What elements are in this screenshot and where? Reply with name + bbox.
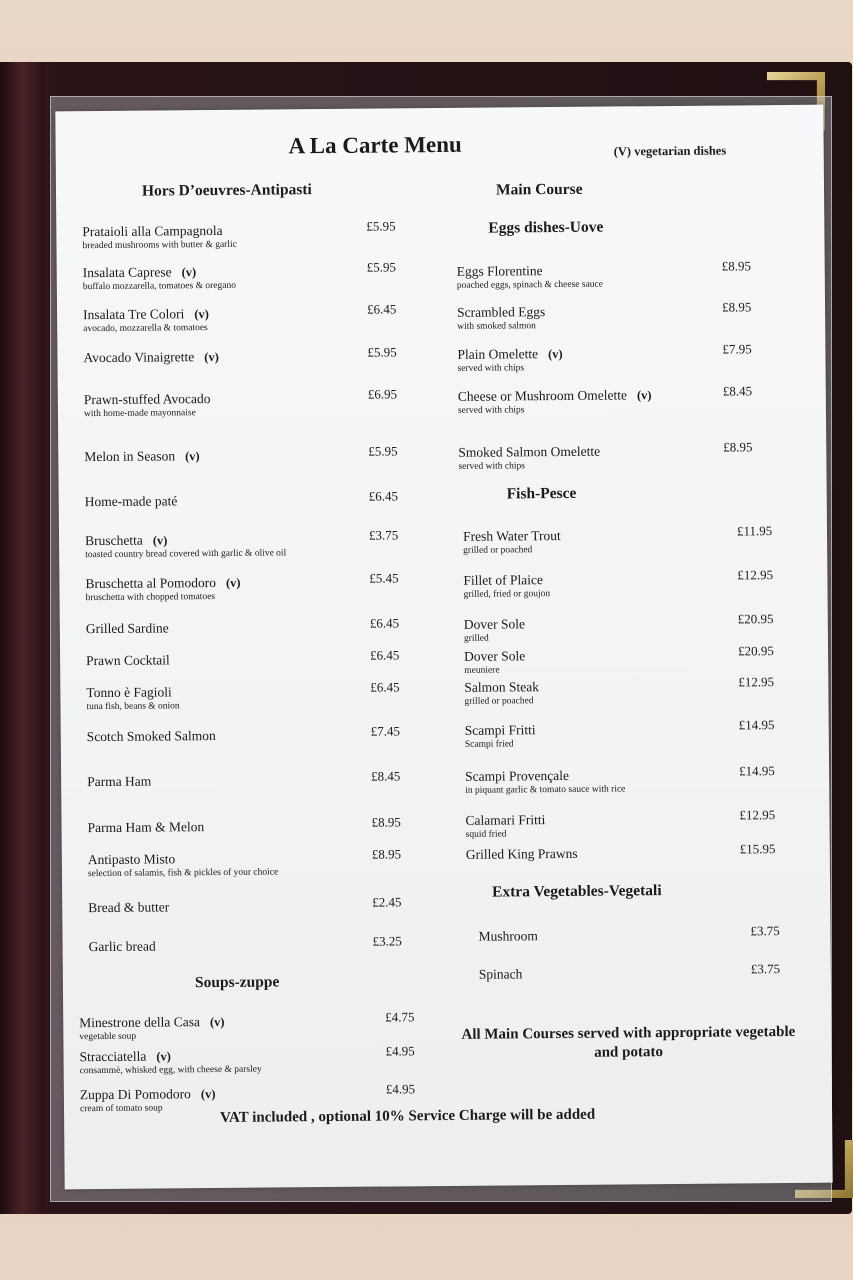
antipasti-item — [87, 818, 204, 837]
fish-item — [466, 845, 578, 864]
item-name: Melon in Season — [84, 448, 176, 465]
item-description: served with chips — [457, 363, 525, 374]
item-price: £6.45 — [370, 647, 400, 663]
item-price: £3.75 — [368, 527, 399, 543]
vegetarian-mark: (v) — [209, 1014, 225, 1030]
item-price: £6.45 — [366, 301, 397, 317]
vegetable-item — [479, 965, 523, 983]
item-price: £5.45 — [369, 570, 399, 586]
antipasti-item — [87, 727, 216, 746]
item-price: £7.95 — [722, 341, 752, 357]
item-description: breaded mushrooms with butter & garlic — [82, 239, 237, 252]
item-price: £3.25 — [372, 933, 402, 949]
antipasti-item — [85, 574, 240, 603]
item-price: £3.75 — [750, 961, 781, 977]
item-name: Stracciatella — [79, 1048, 147, 1065]
item-description: with home-made mayonnaise — [83, 408, 196, 420]
item-description: grilled or poached — [464, 696, 534, 707]
item-price: £12.95 — [737, 567, 774, 583]
item-name: Home-made paté — [84, 493, 178, 510]
item-price: £2.45 — [372, 894, 402, 910]
item-name: Tonno è Fagioli — [86, 684, 172, 701]
antipasti-item — [86, 683, 179, 712]
vegetables-heading: Extra Vegetables-Vegetali — [492, 882, 662, 901]
item-name: Bruschetta al Pomodoro — [85, 574, 216, 592]
item-price: £4.75 — [385, 1009, 415, 1025]
item-price: £12.95 — [738, 674, 775, 690]
item-name: Dover Sole — [464, 648, 526, 664]
antipasti-item — [83, 348, 219, 367]
item-description: Scampi fried — [464, 739, 514, 750]
item-name: Garlic bread — [88, 938, 156, 955]
vegetarian-mark: (v) — [181, 265, 197, 280]
item-description: bruschetta with chopped tomatoes — [85, 591, 216, 604]
soups-heading: Soups-zuppe — [194, 973, 280, 992]
item-name: Bread & butter — [88, 899, 170, 916]
item-description: cream of tomato soup — [79, 1103, 163, 1115]
item-price: £8.95 — [371, 814, 401, 830]
item-price: £8.95 — [721, 258, 752, 274]
antipasti-item — [85, 492, 178, 511]
item-name: Spinach — [478, 966, 523, 982]
item-name: Smoked Salmon Omelette — [458, 443, 601, 460]
item-name: Insalata Tre Colori — [83, 306, 185, 323]
item-price: £3.75 — [750, 923, 780, 939]
vegetarian-mark: (v) — [185, 449, 200, 464]
item-name: Fillet of Plaice — [463, 572, 543, 588]
footer-note: VAT included , optional 10% Service Charge will be added — [220, 1106, 596, 1126]
item-price: £15.95 — [739, 841, 776, 857]
item-name: Calamari Fritti — [465, 812, 546, 828]
item-description: grilled — [463, 633, 489, 644]
item-description: served with chips — [458, 461, 525, 472]
antipasti-item — [88, 849, 278, 879]
item-price: £7.45 — [370, 723, 401, 739]
item-description: tuna fish, beans & onion — [86, 701, 180, 713]
vegetarian-mark: (v) — [636, 388, 652, 403]
item-price: £8.95 — [721, 299, 752, 315]
vegetarian-mark: (v) — [225, 575, 241, 590]
vegetarian-mark: (v) — [194, 307, 209, 322]
item-description: grilled or poached — [463, 545, 533, 556]
antipasti-item — [87, 773, 151, 792]
item-description: avocado, mozzarella & tomatoes — [83, 323, 208, 335]
item-name: Cheese or Mushroom Omelette — [457, 387, 627, 404]
item-price: £4.95 — [385, 1081, 416, 1097]
vegetarian-mark: (v) — [156, 1049, 171, 1064]
item-price: £11.95 — [736, 523, 773, 539]
item-name: Prawn Cocktail — [86, 652, 170, 669]
antipasti-item — [86, 651, 170, 670]
item-description: consammè, whisked egg, with cheese & parsley — [79, 1064, 262, 1077]
antipasti-item — [82, 222, 237, 251]
item-name: Parma Ham & Melon — [87, 819, 205, 836]
item-description: toasted country bread covered with garlic & olive oil — [85, 548, 287, 561]
item-name: Zuppa Di Pomodoro — [79, 1086, 191, 1103]
item-name: Scotch Smoked Salmon — [86, 727, 216, 745]
item-description: meuniere — [464, 665, 500, 676]
fish-item — [465, 811, 545, 840]
item-price: £6.45 — [369, 615, 400, 631]
item-name: Dover Sole — [463, 616, 525, 632]
menu-title: A La Carte Menu — [288, 131, 462, 159]
vegetarian-mark: (v) — [200, 1087, 216, 1102]
antipasti-item — [89, 938, 156, 957]
item-name: Insalata Caprese — [82, 264, 172, 281]
item-description: with smoked salmon — [457, 321, 536, 332]
item-price: £20.95 — [737, 643, 774, 659]
item-description: grilled, fried or goujon — [463, 589, 551, 600]
item-price: £5.95 — [366, 259, 396, 275]
soup-item — [79, 1047, 261, 1077]
item-price: £4.95 — [385, 1043, 415, 1059]
item-description: served with chips — [457, 405, 525, 416]
item-name: Prataioli alla Campagnola — [82, 222, 223, 240]
item-name: Prawn-stuffed Avocado — [83, 391, 211, 408]
fish-item — [464, 678, 539, 707]
item-description: buffalo mozzarella, tomatoes & oregano — [82, 280, 236, 293]
antipasti-item — [83, 263, 236, 292]
soup-item — [80, 1085, 216, 1114]
fish-item — [464, 615, 525, 644]
eggs-heading: Eggs dishes-Uove — [488, 218, 604, 237]
fish-item — [465, 766, 625, 795]
item-price: £14.95 — [739, 763, 775, 779]
antipasti-item — [88, 898, 169, 917]
item-price: £14.95 — [738, 717, 775, 733]
fish-heading: Fish-Pesce — [506, 484, 577, 503]
antipasti-item — [86, 619, 169, 638]
item-price: £5.95 — [367, 344, 397, 360]
item-price: £6.45 — [368, 488, 398, 504]
item-price: £5.95 — [368, 443, 398, 459]
item-name: Plain Omelette — [457, 346, 539, 362]
item-name: Scrambled Eggs — [457, 304, 546, 320]
egg-item — [458, 386, 652, 416]
item-description: in piquant garlic & tomato sauce with rice — [465, 784, 626, 796]
item-name: Salmon Steak — [464, 679, 540, 695]
item-price: £5.95 — [366, 218, 396, 234]
item-description: poached eggs, spinach & cheese sauce — [456, 279, 604, 291]
veg-note: (V) vegetarian dishes — [613, 143, 727, 159]
item-name: Grilled King Prawns — [465, 845, 578, 862]
egg-item — [457, 345, 562, 374]
item-price: £8.95 — [723, 439, 753, 455]
item-name: Bruschetta — [84, 532, 143, 549]
antipasti-heading: Hors D’oeuvres-Antipasti — [141, 181, 312, 200]
item-price: £6.45 — [370, 679, 400, 695]
item-name: Minestrone della Casa — [79, 1014, 201, 1031]
egg-item — [457, 303, 545, 332]
antipasti-item — [83, 305, 209, 334]
vegetarian-mark: (v) — [204, 349, 219, 365]
vegetable-item — [478, 927, 537, 946]
item-name: Scampi Fritti — [464, 722, 536, 738]
item-description: selection of salamis, fish & pickles of your choice — [87, 867, 279, 880]
item-name: Scampi Provençale — [465, 767, 570, 784]
item-price: £6.95 — [367, 386, 398, 402]
antipasti-item — [84, 447, 199, 466]
vegetarian-mark: (v) — [152, 533, 168, 548]
fish-item — [464, 647, 525, 676]
item-name: Avocado Vinaigrette — [83, 349, 195, 366]
antipasti-item — [85, 530, 286, 560]
folder-spine — [0, 62, 44, 1214]
fish-item — [463, 571, 550, 600]
item-description: squid fried — [465, 829, 507, 840]
item-price: £8.45 — [722, 383, 753, 399]
item-price: £8.45 — [371, 768, 401, 784]
main-course-heading: Main Course — [495, 180, 583, 199]
egg-item — [458, 443, 600, 472]
fish-item — [465, 721, 536, 750]
menu-sheet — [55, 105, 832, 1190]
item-name: Fresh Water Trout — [462, 527, 561, 544]
item-name: Parma Ham — [87, 773, 152, 790]
main-course-note: All Main Courses served with appropriate vegetable and potato — [461, 1023, 796, 1061]
soup-item — [79, 1013, 225, 1042]
vegetarian-mark: (v) — [547, 346, 563, 362]
egg-item — [457, 262, 603, 291]
item-description: vegetable soup — [79, 1031, 137, 1043]
item-price: £20.95 — [737, 611, 774, 627]
item-name: Mushroom — [478, 928, 538, 944]
item-name: Antipasto Misto — [87, 851, 176, 868]
item-price: £8.95 — [371, 846, 402, 862]
item-name: Grilled Sardine — [85, 620, 169, 637]
fish-item — [463, 527, 561, 556]
item-name: Eggs Florentine — [456, 263, 543, 279]
antipasti-item — [84, 390, 211, 419]
item-price: £12.95 — [739, 807, 776, 823]
